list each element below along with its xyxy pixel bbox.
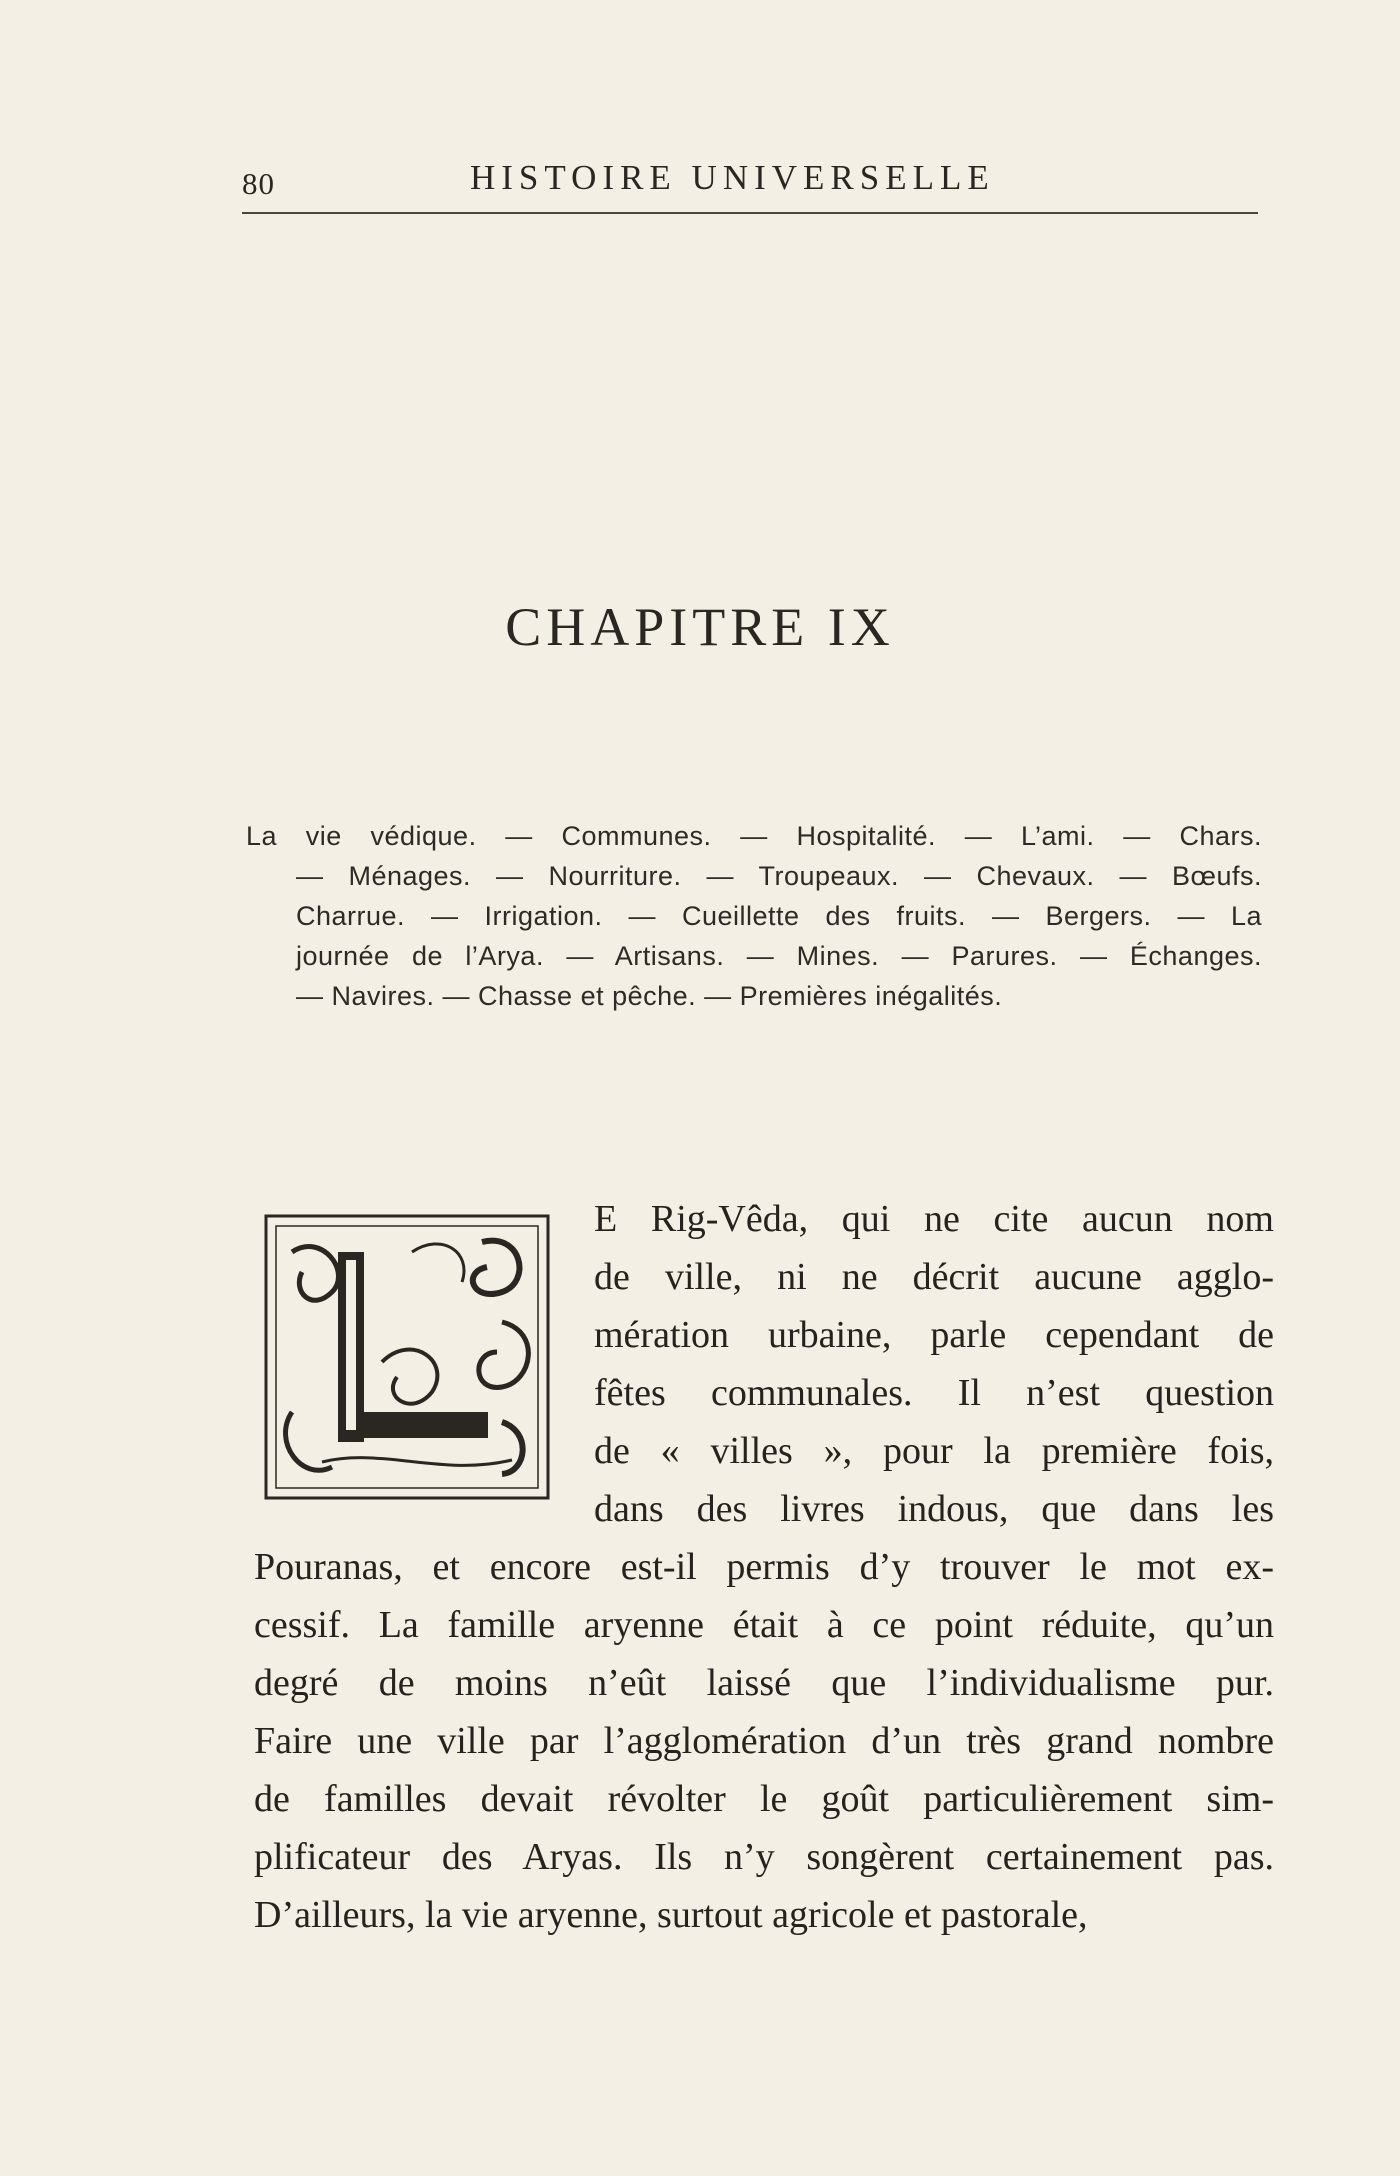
summary-line: journée de l’Arya. — Artisans. — Mines. — Parures. — Échanges.	[296, 941, 1262, 971]
body-line: fêtes communales. Il n’est question	[594, 1372, 1274, 1414]
page-number: 80	[242, 166, 275, 201]
body-line: mération urbaine, parle cependant de	[594, 1314, 1274, 1356]
header-rule	[242, 212, 1258, 214]
body-line: cessif. La famille aryenne était à ce point réduite, qu’un	[254, 1604, 1274, 1646]
chapter-title: CHAPITRE IX	[505, 597, 895, 657]
summary-line: — Ménages. — Nourriture. — Troupeaux. — Chevaux. — Bœufs.	[296, 861, 1262, 891]
chapter-summary	[246, 816, 1262, 1016]
body-line: de « villes », pour la première fois,	[594, 1430, 1274, 1472]
body-line: dans des livres indous, que dans les	[594, 1488, 1274, 1530]
body-line: D’ailleurs, la vie aryenne, surtout agricole et pastorale,	[254, 1894, 1088, 1936]
drop-cap-letter: L	[351, 1447, 352, 1448]
summary-line: La vie védique. — Communes. — Hospitalité. — L’ami. — Chars.	[246, 821, 1262, 851]
body-line: de familles devait révolter le goût particulièrement sim-	[254, 1778, 1274, 1820]
body-line: de ville, ni ne décrit aucune agglo-	[594, 1256, 1274, 1298]
body-paragraph	[254, 1190, 1274, 1944]
body-line: plificateur des Aryas. Ils n’y songèrent certainement pas.	[254, 1836, 1274, 1878]
summary-line: — Navires. — Chasse et pêche. — Premières inégalités.	[296, 981, 1003, 1011]
running-head	[242, 158, 1258, 201]
body-line: E Rig-Vêda, qui ne cite aucun nom	[594, 1198, 1274, 1240]
body-line: degré de moins n’eût laissé que l’individualisme pur.	[254, 1662, 1274, 1704]
body-line: Faire une ville par l’agglomération d’un très grand nombre	[254, 1720, 1274, 1762]
running-title: HISTOIRE UNIVERSELLE	[470, 158, 995, 197]
body-line: Pouranas, et encore est-il permis d’y trouver le mot ex-	[254, 1546, 1274, 1588]
summary-line: Charrue. — Irrigation. — Cueillette des fruits. — Bergers. — La	[296, 901, 1262, 931]
